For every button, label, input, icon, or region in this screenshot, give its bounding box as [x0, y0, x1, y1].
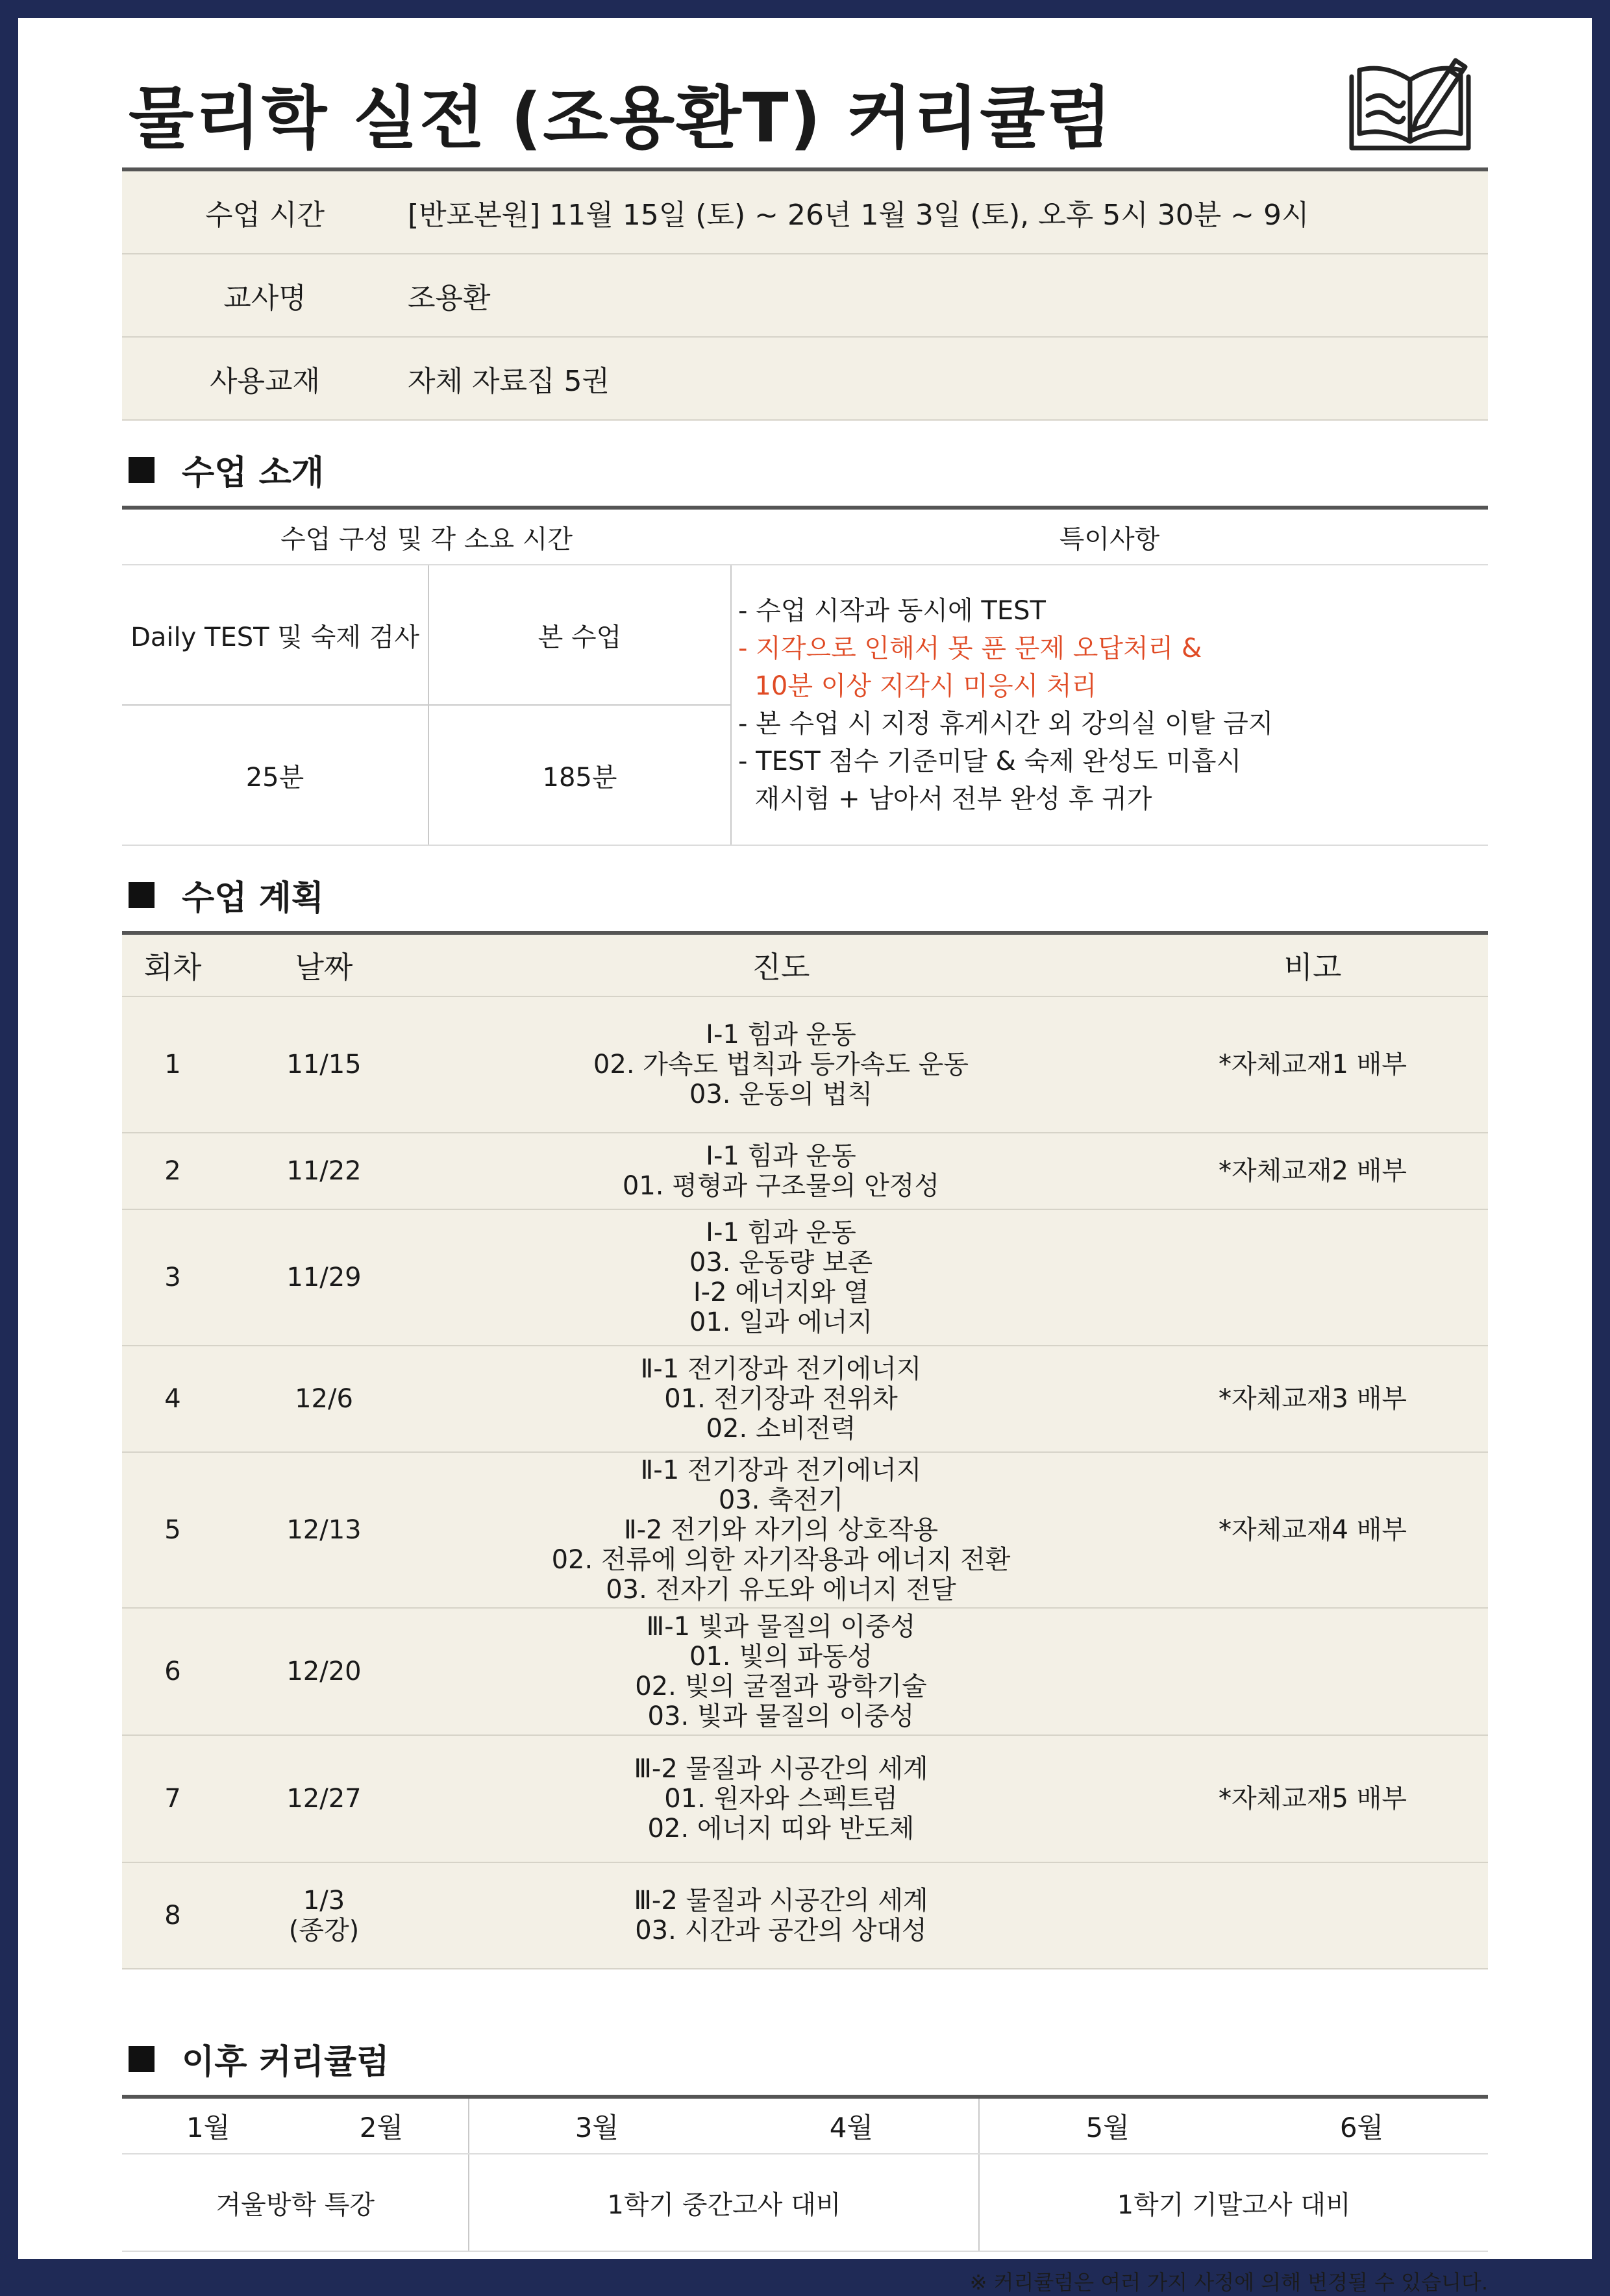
plan-note: *자체교재3 배부: [1137, 1346, 1488, 1452]
progress-line: Ⅱ-1 전기장과 전기에너지: [640, 1455, 922, 1485]
note-line: - 수업 시작과 동시에 TEST: [738, 596, 1046, 626]
square-bullet-icon: [129, 882, 155, 908]
plan-note: [1137, 1862, 1488, 1969]
info-row-time: [122, 171, 1488, 254]
plan-date: 1/3 (종강): [223, 1862, 425, 1969]
plan-row: [122, 1862, 1488, 1969]
intro-part-main: 본 수업: [428, 565, 731, 705]
intro-col-notes: 특이사항: [731, 510, 1488, 565]
progress-line: 03. 운동량 보존: [689, 1248, 873, 1278]
plan-date: 12/13: [223, 1452, 425, 1608]
progress-line: 01. 일과 에너지: [689, 1307, 873, 1337]
progress-line: 03. 전자기 유도와 에너지 전달: [606, 1575, 956, 1605]
plan-progress: [425, 1346, 1137, 1452]
progress-line: Ⅱ-2 전기와 자기의 상호작용: [623, 1515, 939, 1545]
note-line: - 본 수업 시 지정 휴게시간 외 강의실 이탈 금지: [738, 709, 1274, 739]
section-title: 수업 계획: [182, 879, 325, 918]
book-pen-icon: [1345, 51, 1475, 161]
plan-note: *자체교재2 배부: [1137, 1133, 1488, 1209]
section-plan-heading: [122, 870, 1488, 919]
plan-date: 11/15: [223, 996, 425, 1133]
progress-line: 02. 빛의 굴절과 광학기술: [635, 1672, 927, 1701]
note-line: 재시험 + 남아서 전부 완성 후 귀가: [738, 784, 1152, 814]
plan-row: [122, 1608, 1488, 1735]
page-title: 물리학 실전 (조용환T) 커리큘럼: [129, 79, 1113, 158]
plan-row: [122, 996, 1488, 1133]
intro-part-test: Daily TEST 및 숙제 검사: [122, 565, 428, 705]
plan-note: *자체교재4 배부: [1137, 1452, 1488, 1608]
plan-progress: [425, 996, 1137, 1133]
info-value: 자체 자료집 5권: [408, 365, 610, 398]
section-title: 이후 커리큘럼: [182, 2043, 390, 2082]
note-line: - TEST 점수 기준미달 & 숙제 완성도 미흡시: [738, 747, 1242, 776]
month-header: 6월: [1235, 2099, 1488, 2154]
month-header: 1월: [122, 2099, 294, 2154]
progress-line: 01. 전기장과 전위차: [664, 1384, 898, 1414]
info-label: 사용교재: [209, 365, 320, 398]
section-intro-heading: [122, 445, 1488, 494]
plan-progress: [425, 1608, 1137, 1735]
square-bullet-icon: [129, 2046, 155, 2072]
plan-progress: [425, 1862, 1137, 1969]
plan-row: [122, 1209, 1488, 1346]
progress-line: Ⅲ-2 물질과 시공간의 세계: [634, 1754, 928, 1784]
info-value: [반포본원] 11월 15일 (토) ~ 26년 1월 3일 (토), 오후 5시 30분 ~ 9시: [408, 199, 1309, 232]
plan-date: 12/20: [223, 1608, 425, 1735]
plan-rows: [122, 996, 1488, 1969]
note-line-red: 10분 이상 지각시 미응시 처리: [738, 671, 1097, 701]
progress-line: Ⅲ-2 물질과 시공간의 세계: [634, 1886, 928, 1916]
header: [122, 18, 1488, 167]
plan-no: 3: [122, 1209, 223, 1346]
month-header: 3월: [469, 2099, 724, 2154]
section-after-heading: [122, 2034, 1488, 2083]
plan-date: 11/29: [223, 1209, 425, 1346]
progress-line: 02. 전류에 의한 자기작용과 에너지 전환: [551, 1545, 1011, 1575]
intro-table: [122, 510, 1488, 846]
plan-col-note: 비고: [1137, 935, 1488, 996]
note-line-red: - 지각으로 인해서 못 푼 문제 오답처리 &: [738, 634, 1202, 663]
info-label: 교사명: [223, 282, 306, 315]
plan-progress: [425, 1452, 1137, 1608]
progress-line: Ⅲ-1 빛과 물질의 이중성: [646, 1612, 916, 1642]
intro-time-main: 185분: [428, 705, 731, 845]
progress-line: 03. 운동의 법칙: [689, 1080, 873, 1109]
info-row-teacher: [122, 254, 1488, 338]
progress-line: Ⅰ-1 힘과 운동: [706, 1020, 856, 1050]
progress-line: 02. 가속도 법칙과 등가속도 운동: [593, 1050, 969, 1080]
plan-note: [1137, 1608, 1488, 1735]
progress-line: Ⅰ-1 힘과 운동: [706, 1141, 856, 1171]
section-title: 수업 소개: [182, 454, 325, 493]
plan-row: [122, 1735, 1488, 1862]
info-row-textbook: [122, 338, 1488, 421]
progress-line: 01. 원자와 스펙트럼: [664, 1784, 898, 1814]
info-table: [122, 171, 1488, 421]
plan-progress: [425, 1209, 1137, 1346]
progress-line: 01. 빛의 파동성: [689, 1642, 873, 1672]
plan-no: 8: [122, 1862, 223, 1969]
intro-time-test: 25분: [122, 705, 428, 845]
intro-col-composition: 수업 구성 및 각 소요 시간: [122, 510, 731, 565]
progress-line: 03. 빛과 물질의 이중성: [647, 1701, 915, 1731]
period-winter: 겨울방학 특강: [122, 2154, 469, 2251]
plan-no: 7: [122, 1735, 223, 1862]
month-header: 2월: [294, 2099, 469, 2154]
progress-line: 03. 축전기: [718, 1485, 844, 1515]
intro-notes: [731, 565, 1488, 845]
curriculum-page: [18, 18, 1592, 2295]
progress-line: 01. 평형과 구조물의 안정성: [622, 1171, 940, 1201]
month-header: 5월: [979, 2099, 1235, 2154]
plan-no: 6: [122, 1608, 223, 1735]
square-bullet-icon: [129, 457, 155, 483]
plan-row: [122, 1452, 1488, 1608]
progress-line: Ⅱ-1 전기장과 전기에너지: [640, 1354, 922, 1384]
progress-line: 03. 시간과 공간의 상대성: [635, 1916, 927, 1945]
info-label: 수업 시간: [204, 199, 325, 232]
month-header: 4월: [724, 2099, 979, 2154]
plan-col-date: 날짜: [223, 935, 425, 996]
plan-note: [1137, 1209, 1488, 1346]
plan-no: 4: [122, 1346, 223, 1452]
plan-note: *자체교재5 배부: [1137, 1735, 1488, 1862]
period-midterm: 1학기 중간고사 대비: [469, 2154, 979, 2251]
plan-no: 2: [122, 1133, 223, 1209]
progress-line: Ⅰ-2 에너지와 열: [693, 1278, 869, 1307]
plan-note: *자체교재1 배부: [1137, 996, 1488, 1133]
plan-progress: [425, 1133, 1137, 1209]
plan-no: 1: [122, 996, 223, 1133]
period-final: 1학기 기말고사 대비: [979, 2154, 1488, 2251]
plan-date: 12/27: [223, 1735, 425, 1862]
plan-date: 11/22: [223, 1133, 425, 1209]
plan-date: 12/6: [223, 1346, 425, 1452]
info-value: 조용환: [408, 282, 491, 315]
plan-table: [122, 935, 1488, 1969]
plan-col-progress: 진도: [425, 935, 1137, 996]
progress-line: 02. 소비전력: [706, 1414, 856, 1444]
progress-line: Ⅰ-1 힘과 운동: [706, 1218, 856, 1248]
plan-row: [122, 1346, 1488, 1452]
plan-col-no: 회차: [122, 935, 223, 996]
plan-row: [122, 1133, 1488, 1209]
progress-line: 02. 에너지 띠와 반도체: [647, 1814, 915, 1844]
after-table: [122, 2099, 1488, 2252]
footnote: ※ 커리큘럼은 여러 가지 사정에 의해 변경될 수 있습니다.: [969, 2270, 1488, 2295]
plan-no: 5: [122, 1452, 223, 1608]
plan-progress: [425, 1735, 1137, 1862]
